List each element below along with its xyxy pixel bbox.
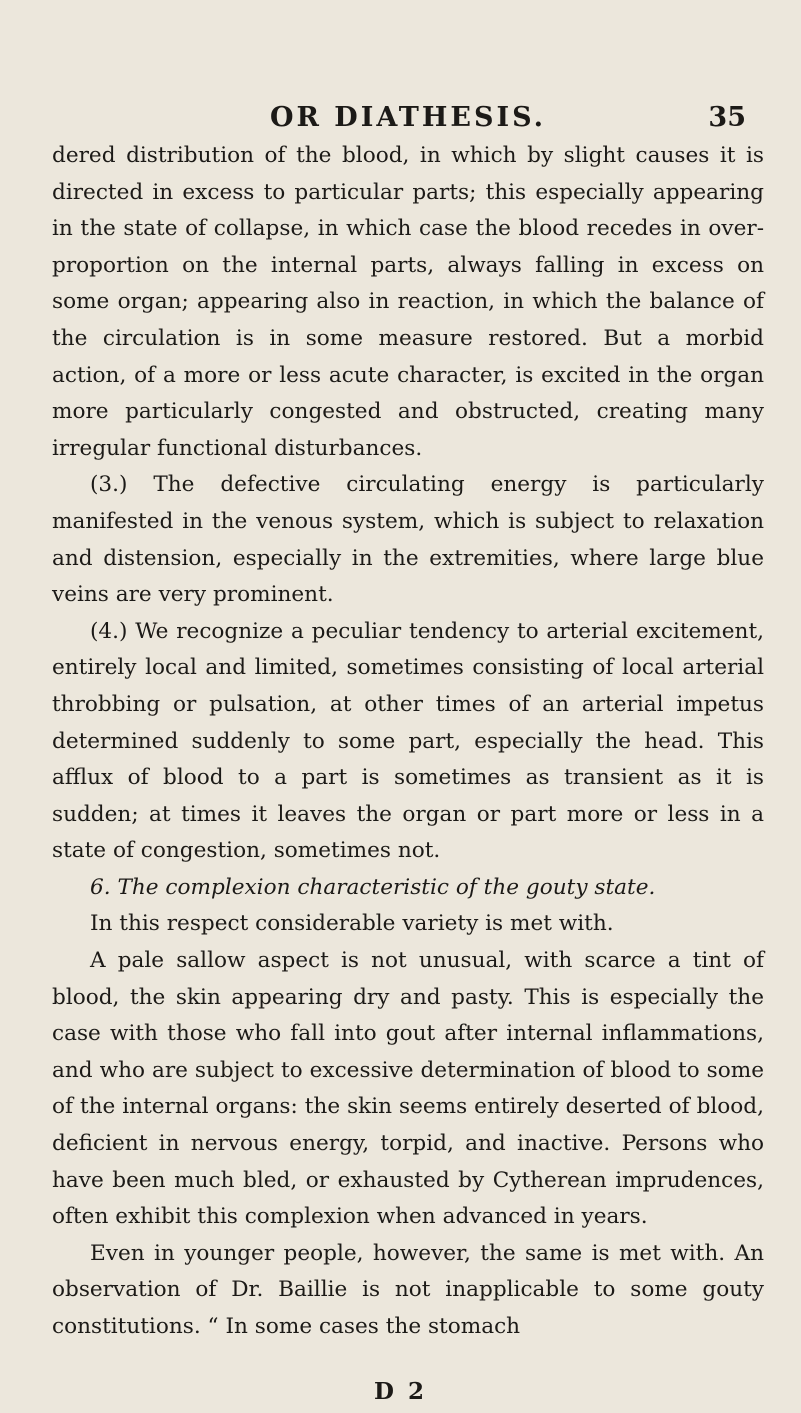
body-text [52, 138, 764, 1346]
page-number: 35 [708, 102, 746, 133]
paragraph-variety: In this respect considerable variety is met with. [90, 911, 614, 937]
running-title: OR DIATHESIS. [269, 102, 547, 133]
paragraph-younger-people: Even in younger people, however, the same is met with. An observation of Dr. Baillie is not inapplicable to some gouty constitutions. “ In some cases the stomach [52, 1240, 764, 1339]
running-head [52, 102, 764, 136]
section-heading: 6. The complexion characteristic of the gouty state. [90, 874, 656, 900]
paragraph-pale-aspect: A pale sallow aspect is not unusual, with scarce a tint of blood, the skin appearing dry and pasty. This is especially the case with those who fall into gout after internal inflammations, and who are subject to excessive determination of blood to some of the internal organs: the skin seems entirely deserted of blood, deficient in nervous energy, torpid, and inactive. Persons who have been much bled, or exhausted by Cytherean imprudences, often exhibit this complexion when advanced in years. [52, 948, 764, 1230]
paragraph-continuation: dered distribution of the blood, in which by slight causes it is directed in excess to particular parts; this especially appearing in the state of collapse, in which case the blood recedes in over-proportion on the internal parts, always falling in excess on some organ; appearing also in reaction, in which the balance of the circulation is in some measure restored. But a morbid action, of a more or less acute character, is excited in the organ more particularly congested and obstructed, creating many irregular functional disturbances. [52, 143, 764, 461]
signature-mark: D 2 [374, 1378, 427, 1405]
paragraph-venous-system: (3.) The defective circulating energy is particularly manifested in the venous system, which is subject to relaxation and distension, especially in the extremities, where large blue veins are very prominent. [52, 472, 764, 608]
paragraph-arterial-excitement: (4.) We recognize a peculiar tendency to arterial excitement, entirely local and limited, sometimes consisting of local arterial throbbing or pulsation, at other times of an arterial impetus determined suddenly to some part, especially the head. This afflux of blood to a part is sometimes as transient as it is sudden; at times it leaves the organ or part more or less in a state of congestion, sometimes not. [52, 618, 764, 864]
